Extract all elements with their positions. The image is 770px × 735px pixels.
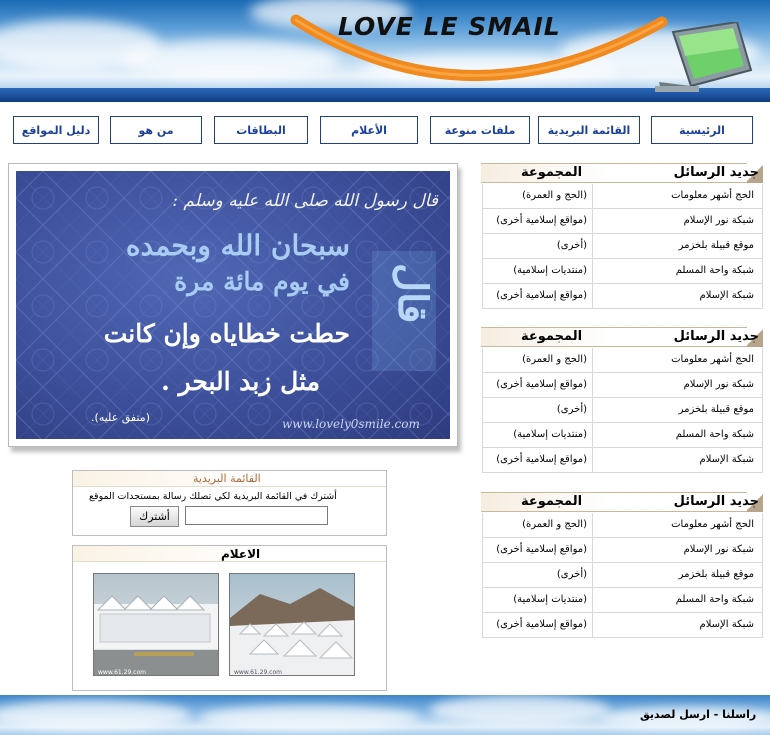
banner-line-5: مثل زبد البحر .: [161, 367, 320, 396]
message-name[interactable]: شبكة الإسلام: [592, 448, 762, 472]
message-name[interactable]: شبكة نور الإسلام: [592, 373, 762, 397]
photo-caption: www.61.29.com: [234, 669, 282, 676]
message-category[interactable]: (مواقع إسلامية أخرى): [496, 454, 587, 465]
table-row[interactable]: [482, 398, 763, 423]
message-category[interactable]: (منتديات إسلامية): [513, 429, 587, 440]
message-name[interactable]: شبكة الإسلام: [592, 613, 762, 637]
nav-media[interactable]: الأعلام: [320, 116, 418, 144]
banner-line-2: سبحان الله وبحمده: [125, 229, 350, 262]
nav-site-directory[interactable]: دليل المواقع: [13, 116, 99, 144]
hajj-tents-photo-2[interactable]: [229, 573, 355, 676]
banner-line-3: في يوم مائة مرة: [174, 267, 350, 296]
message-name[interactable]: موقع قبيلة بلخزمر: [592, 234, 762, 258]
news-box-title: جديد الرسائل: [673, 329, 759, 344]
table-row[interactable]: [482, 348, 763, 373]
news-box-2: [481, 327, 763, 472]
table-row[interactable]: [482, 373, 763, 398]
message-category[interactable]: (أخرى): [556, 240, 587, 251]
message-category[interactable]: (منتديات إسلامية): [513, 265, 587, 276]
table-row[interactable]: [482, 563, 763, 588]
table-row[interactable]: [482, 613, 763, 638]
mailing-list-title: القائمة البريدية: [193, 472, 261, 485]
message-name[interactable]: شبكة واحة المسلم: [592, 423, 762, 447]
hajj-tents-photo-1[interactable]: [93, 573, 219, 676]
site-header: [0, 0, 770, 102]
table-row[interactable]: [482, 284, 763, 309]
message-category[interactable]: (مواقع إسلامية أخرى): [496, 544, 587, 555]
photo-caption: www.61.29.com: [98, 669, 146, 676]
message-name[interactable]: شبكة واحة المسلم: [592, 588, 762, 612]
photo-mountain-tents-icon: [230, 574, 355, 676]
news-box-3: [481, 492, 763, 637]
message-name[interactable]: شبكة نور الإسلام: [592, 209, 762, 233]
news-box-group-label: المجموعة: [521, 494, 583, 509]
footer-links: [640, 708, 756, 721]
hadith-banner: [8, 163, 458, 447]
logo-text[interactable]: LOVE LE SMAIL: [338, 12, 561, 41]
table-row[interactable]: [482, 448, 763, 473]
banner-line-4: حطت خطاياه وإن كانت: [103, 319, 350, 348]
news-box-group-label: المجموعة: [521, 165, 583, 180]
geometric-pattern-icon: [16, 171, 450, 439]
banner-intro-text: قال رسول الله صلى الله عليه وسلم :: [172, 191, 438, 211]
mailing-list-panel: [72, 470, 387, 536]
message-category[interactable]: (مواقع إسلامية أخرى): [496, 379, 587, 390]
table-row[interactable]: [482, 423, 763, 448]
message-category[interactable]: (مواقع إسلامية أخرى): [496, 215, 587, 226]
message-category[interactable]: (الحج و العمرة): [522, 519, 587, 530]
nav-cards[interactable]: البطاقات: [214, 116, 308, 144]
message-name[interactable]: الحج أشهر معلومات: [592, 348, 762, 372]
message-category[interactable]: (الحج و العمرة): [522, 354, 587, 365]
nav-home[interactable]: الرئيسية: [651, 116, 753, 144]
message-name[interactable]: موقع قبيلة بلخزمر: [592, 398, 762, 422]
table-row[interactable]: [482, 588, 763, 613]
message-category[interactable]: (أخرى): [556, 404, 587, 415]
news-box-group-label: المجموعة: [521, 329, 583, 344]
table-row[interactable]: [482, 513, 763, 538]
subscribe-email-input[interactable]: [185, 506, 328, 525]
message-name[interactable]: الحج أشهر معلومات: [592, 513, 762, 537]
message-category[interactable]: (أخرى): [556, 569, 587, 580]
message-name[interactable]: شبكة نور الإسلام: [592, 538, 762, 562]
nav-mailing-list[interactable]: القائمة البريدية: [538, 116, 640, 144]
table-row[interactable]: [482, 538, 763, 563]
subscribe-button[interactable]: أشترك: [130, 506, 179, 527]
message-category[interactable]: (الحج و العمرة): [522, 190, 587, 201]
send-to-friend-link[interactable]: ارسل لصديق: [640, 708, 710, 721]
message-name[interactable]: شبكة واحة المسلم: [592, 259, 762, 283]
message-name[interactable]: شبكة الإسلام: [592, 284, 762, 308]
banner-source: (متفق عليه).: [91, 411, 150, 424]
nav-misc-files[interactable]: ملفات منوعة: [430, 116, 530, 144]
table-row[interactable]: [482, 209, 763, 234]
message-category[interactable]: (مواقع إسلامية أخرى): [496, 619, 587, 630]
media-panel-title: الاعلام: [221, 547, 261, 561]
media-panel: [72, 545, 387, 691]
photo-tents-icon: [94, 574, 219, 676]
footer-separator: -: [709, 708, 723, 721]
message-name[interactable]: الحج أشهر معلومات: [592, 184, 762, 208]
news-box-title: جديد الرسائل: [673, 494, 759, 509]
site-footer: [0, 695, 770, 735]
contact-us-link[interactable]: راسلنا: [722, 708, 757, 721]
nav-who-is[interactable]: من هو: [110, 116, 202, 144]
banner-side-word: قال: [389, 263, 436, 324]
table-row[interactable]: [482, 259, 763, 284]
mailing-list-description: أشترك في القائمة البريدية لكي تصلك رسالة بمستجدات الموقع: [89, 491, 337, 502]
banner-url: www.lovely0smile.com: [282, 417, 420, 431]
table-row[interactable]: [482, 234, 763, 259]
table-row[interactable]: [482, 184, 763, 209]
message-name[interactable]: موقع قبيلة بلخزمر: [592, 563, 762, 587]
news-box-1: [481, 163, 763, 308]
message-category[interactable]: (مواقع إسلامية أخرى): [496, 290, 587, 301]
news-box-title: جديد الرسائل: [673, 165, 759, 180]
monitor-icon: [655, 22, 755, 94]
message-category[interactable]: (منتديات إسلامية): [513, 594, 587, 605]
